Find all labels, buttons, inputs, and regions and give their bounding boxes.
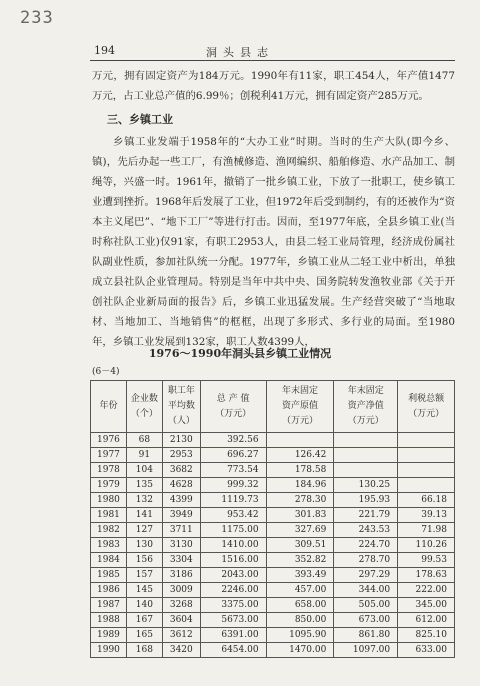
header-year: 年份: [91, 381, 127, 433]
cell-enterprises: 140: [126, 598, 162, 613]
cell-enterprises: 156: [126, 553, 162, 568]
table-row: [91, 553, 455, 568]
cell-assets-original: 457.00: [266, 583, 334, 598]
cell-profit-tax: [398, 448, 455, 463]
cell-year: 1981: [91, 508, 127, 523]
cell-output: 2043.00: [200, 568, 266, 583]
cell-assets-net: 195.93: [334, 493, 398, 508]
section-title: 三、乡镇工业: [107, 113, 173, 126]
cell-assets-original: 393.49: [266, 568, 334, 583]
cell-assets-original: 178.58: [266, 463, 334, 478]
header-output: 总 产 值 （万元）: [200, 381, 266, 433]
cell-profit-tax: 612.00: [398, 613, 455, 628]
cell-profit-tax: [398, 478, 455, 493]
cell-output: 1119.73: [200, 493, 266, 508]
cell-assets-original: 1095.90: [266, 628, 334, 643]
cell-workers: 3186: [162, 568, 200, 583]
table-row: [91, 463, 455, 478]
cell-output: 1410.00: [200, 538, 266, 553]
cell-workers: 3130: [162, 538, 200, 553]
cell-workers: 2953: [162, 448, 200, 463]
cell-output: 1175.00: [200, 523, 266, 538]
cell-year: 1976: [91, 433, 127, 448]
cell-enterprises: 68: [126, 433, 162, 448]
cell-output: 2246.00: [200, 583, 266, 598]
cell-year: 1983: [91, 538, 127, 553]
cell-enterprises: 132: [126, 493, 162, 508]
cell-profit-tax: 110.26: [398, 538, 455, 553]
table-row: [91, 643, 455, 658]
cell-profit-tax: 66.18: [398, 493, 455, 508]
cell-profit-tax: 178.63: [398, 568, 455, 583]
table-row: [91, 568, 455, 583]
cell-year: 1988: [91, 613, 127, 628]
cell-assets-original: 1470.00: [266, 643, 334, 658]
cell-enterprises: 145: [126, 583, 162, 598]
header-fixed-assets-original: 年末固定 资产原值 （万元）: [266, 381, 334, 433]
table-row: [91, 478, 455, 493]
cell-assets-net: 673.00: [334, 613, 398, 628]
cell-assets-net: 130.25: [334, 478, 398, 493]
cell-workers: 3604: [162, 613, 200, 628]
cell-workers: 4628: [162, 478, 200, 493]
cell-year: 1978: [91, 463, 127, 478]
cell-workers: 3420: [162, 643, 200, 658]
cell-enterprises: 157: [126, 568, 162, 583]
cell-assets-net: 344.00: [334, 583, 398, 598]
cell-output: 1516.00: [200, 553, 266, 568]
table-row: [91, 583, 455, 598]
cell-assets-original: 309.51: [266, 538, 334, 553]
cell-workers: 3612: [162, 628, 200, 643]
cell-output: 6391.00: [200, 628, 266, 643]
cell-year: 1987: [91, 598, 127, 613]
cell-assets-original: 327.69: [266, 523, 334, 538]
table-row: [91, 433, 455, 448]
cell-enterprises: 141: [126, 508, 162, 523]
industry-table: [90, 380, 455, 658]
cell-year: 1979: [91, 478, 127, 493]
cell-workers: 3009: [162, 583, 200, 598]
table-row: [91, 613, 455, 628]
cell-output: 5673.00: [200, 613, 266, 628]
cell-profit-tax: [398, 463, 455, 478]
cell-workers: 3682: [162, 463, 200, 478]
table-row: [91, 598, 455, 613]
cell-assets-net: 1097.00: [334, 643, 398, 658]
cell-assets-original: 278.30: [266, 493, 334, 508]
table-row: [91, 508, 455, 523]
cell-output: 953.42: [200, 508, 266, 523]
cell-profit-tax: 825.10: [398, 628, 455, 643]
cell-output: 696.27: [200, 448, 266, 463]
cell-workers: 3949: [162, 508, 200, 523]
table-caption: 1976～1990年洞头县乡镇工业情况: [148, 347, 332, 360]
cell-enterprises: 167: [126, 613, 162, 628]
table-body: [91, 433, 455, 658]
paragraph-continued: 万元，拥有固定资产为184万元。1990年有11家，职工454人，年产值1477万元，占工业总产值的6.99％；创税利41万元，拥有固定资产285万元。: [92, 70, 455, 102]
cell-profit-tax: 345.00: [398, 598, 455, 613]
cell-workers: 2130: [162, 433, 200, 448]
cell-year: 1984: [91, 553, 127, 568]
cell-assets-net: 243.53: [334, 523, 398, 538]
cell-output: 999.32: [200, 478, 266, 493]
cell-workers: 3268: [162, 598, 200, 613]
cell-year: 1977: [91, 448, 127, 463]
cell-enterprises: 135: [126, 478, 162, 493]
cell-enterprises: 127: [126, 523, 162, 538]
cell-assets-net: [334, 433, 398, 448]
cell-assets-original: 658.00: [266, 598, 334, 613]
cell-assets-original: 126.42: [266, 448, 334, 463]
cell-profit-tax: 71.98: [398, 523, 455, 538]
cell-output: 392.56: [200, 433, 266, 448]
table-code: (6－4): [92, 367, 120, 377]
cell-year: 1982: [91, 523, 127, 538]
table-row: [91, 493, 455, 508]
cell-workers: 4399: [162, 493, 200, 508]
header-rule: [90, 60, 455, 61]
cell-assets-original: 352.82: [266, 553, 334, 568]
header-fixed-assets-net: 年末固定 资产净值 （万元）: [334, 381, 398, 433]
table-row: [91, 628, 455, 643]
cell-assets-net: [334, 463, 398, 478]
table-header-row: [91, 381, 455, 433]
table-row: [91, 523, 455, 538]
cell-enterprises: 168: [126, 643, 162, 658]
cell-assets-net: 224.70: [334, 538, 398, 553]
cell-year: 1986: [91, 583, 127, 598]
cell-assets-net: 297.29: [334, 568, 398, 583]
cell-year: 1990: [91, 643, 127, 658]
page-number: 194: [94, 44, 115, 57]
cell-profit-tax: 99.53: [398, 553, 455, 568]
cell-profit-tax: 222.00: [398, 583, 455, 598]
cell-year: 1980: [91, 493, 127, 508]
paragraph-township-industry: 乡镇工业发端于1958年的“大办工业”时期。当时的生产大队(即今乡、镇)，先后办起一些工厂，有渔械修造、渔网编织、船舶修造、水产品加工、制绳等，兴盛一时。1961年，撤销了一批乡镇工业，下放了一批职工，使乡镇工业遭到挫折。1968年后发展了工业，但1972年后受到制约，有的还被作为“资本主义尾巴”、“地下工厂”等进行打击。因而，至1977年底，全县乡镇工业(当时称社队工业)仅91家，有职工2953人，由县二轻工业局管理，经济成份属社队副业性质，参加社队统一分配。1977年，乡镇工业从二轻工业中析出，单独成立县社队企业管理局。特别是当年中共中央、国务院转发渔牧业部《关于开创社队企业新局面的报告》后，乡镇工业迅猛发展。生产经营突破了“当地取材、当地加工、当地销售”的框框，出现了多形式、多行业的局面。至1980年，乡镇工业发展到132家，职工人数4399人，: [92, 136, 455, 348]
cell-assets-net: 505.00: [334, 598, 398, 613]
table-row: [91, 538, 455, 553]
cell-workers: 3304: [162, 553, 200, 568]
cell-assets-original: [266, 433, 334, 448]
cell-enterprises: 165: [126, 628, 162, 643]
cell-assets-original: 184.96: [266, 478, 334, 493]
header-workers: 职工年 平均数 （人）: [162, 381, 200, 433]
cell-workers: 3711: [162, 523, 200, 538]
cell-enterprises: 91: [126, 448, 162, 463]
cell-enterprises: 130: [126, 538, 162, 553]
cell-output: 6454.00: [200, 643, 266, 658]
table-row: [91, 448, 455, 463]
cell-year: 1989: [91, 628, 127, 643]
cell-profit-tax: 39.13: [398, 508, 455, 523]
cell-assets-original: 850.00: [266, 613, 334, 628]
header-enterprises: 企业数 （个）: [126, 381, 162, 433]
cell-assets-net: 861.80: [334, 628, 398, 643]
cell-profit-tax: [398, 433, 455, 448]
running-title: 洞头县志: [206, 46, 274, 59]
cell-profit-tax: 633.00: [398, 643, 455, 658]
header-profit-tax: 利税总额 （万元）: [398, 381, 455, 433]
cell-assets-net: [334, 448, 398, 463]
cell-output: 773.54: [200, 463, 266, 478]
cell-assets-net: 221.79: [334, 508, 398, 523]
cell-assets-original: 301.83: [266, 508, 334, 523]
cell-output: 3375.00: [200, 598, 266, 613]
handwritten-page-number: 233: [20, 8, 54, 28]
cell-assets-net: 278.70: [334, 553, 398, 568]
cell-year: 1985: [91, 568, 127, 583]
cell-enterprises: 104: [126, 463, 162, 478]
